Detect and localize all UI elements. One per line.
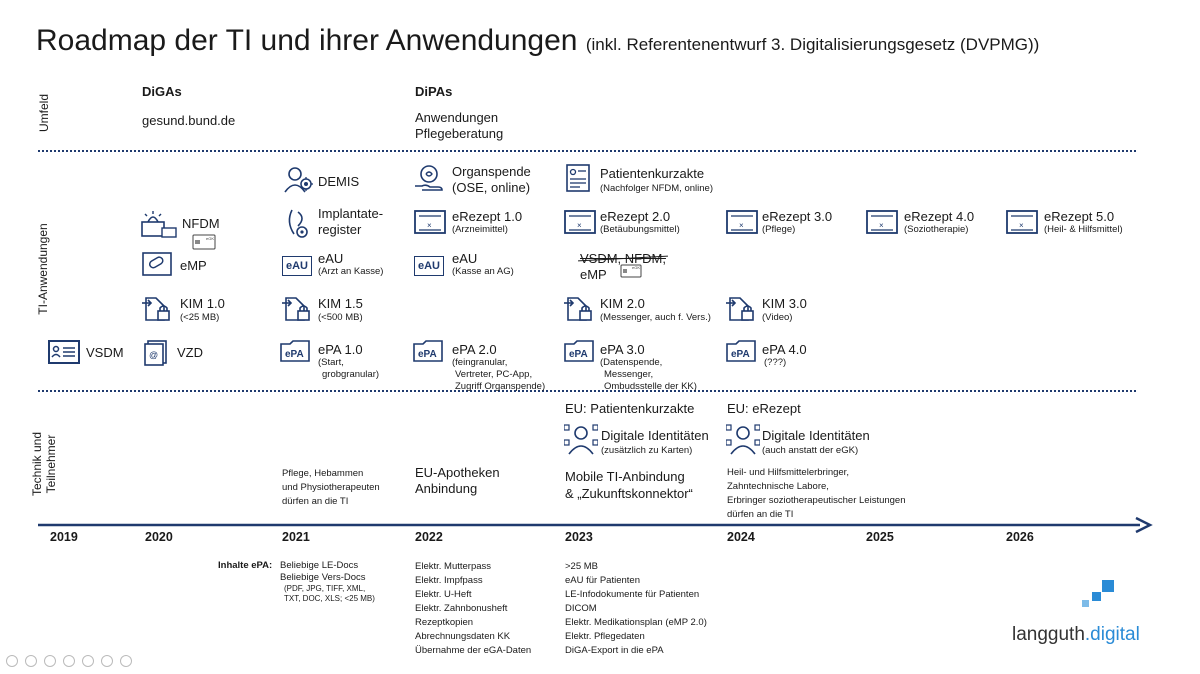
slide-controls (6, 655, 132, 667)
inhalte-2023-item: eAU für Patienten (565, 575, 640, 586)
year-2023: 2023 (565, 530, 593, 544)
erezept-20-icon (564, 210, 596, 234)
implant-register-icon (284, 208, 312, 240)
organ-donation-hand-icon (414, 164, 444, 194)
erezept-50-icon (1006, 210, 1038, 234)
separator-ti (38, 390, 1136, 392)
ti-pkakte-name: Patientenkurzakte (600, 166, 705, 181)
year-2025: 2025 (866, 530, 894, 544)
ti-epa20-note1: (feingranular, (452, 357, 508, 368)
technik-eu-erezept: EU: eRezept (727, 401, 801, 416)
digital-identity-icon (564, 422, 598, 456)
section-label-technik-line2: Teilnehmer (44, 434, 58, 494)
zoom-icon[interactable] (82, 655, 94, 667)
epa-40-folder-icon (726, 340, 756, 362)
ti-epa10-note1: (Start, (318, 357, 344, 368)
ti-emp: eMP (180, 258, 207, 273)
ti-vzd: VZD (177, 345, 203, 360)
eau-badge-icon-2: eAU (414, 256, 444, 276)
svg-text:×: × (1019, 221, 1024, 230)
vsdm-card-icon (48, 340, 80, 364)
egk-card-icon-2-label: eGK (632, 265, 641, 270)
ti-kim15-note: (<500 MB) (318, 312, 363, 323)
inhalte-2021-small: TXT, DOC, XLS; <25 MB) (284, 594, 375, 603)
epa-40-folder-label: ePA (731, 349, 750, 360)
logo-squares-icon (1074, 580, 1118, 614)
year-2026: 2026 (1006, 530, 1034, 544)
kim-15-icon (282, 294, 312, 322)
umfeld-digas-title: DiGAs (142, 84, 182, 99)
technik-di2023-note: (zusätzlich zu Karten) (601, 445, 693, 456)
ti-epa20-note3: Zugriff Organspende) (455, 381, 546, 392)
inhalte-2022-item: Rezeptkopien (415, 617, 474, 628)
subtitles-icon[interactable] (101, 655, 113, 667)
ti-kim30-note: (Video) (762, 312, 793, 323)
epa-10-folder-label: ePA (285, 349, 304, 360)
technik-eu-patientenkurzakte: EU: Patientenkurzakte (565, 401, 695, 416)
inhalte-2023-item: DICOM (565, 603, 597, 614)
inhalte-2022-item: Elektr. Zahnbonusheft (415, 603, 508, 614)
nfdm-emergency-icon (140, 210, 178, 238)
inhalte-2023-item: DiGA-Export in die ePA (565, 645, 664, 656)
ti-erezept40-note: (Soziotherapie) (904, 224, 969, 235)
inhalte-2021 (280, 560, 375, 604)
inhalte-2021-small: (PDF, JPG, TIFF, XML, (284, 584, 366, 593)
technik-2022-line2: Anbindung (415, 481, 478, 496)
technik-2021-line1: Pflege, Hebammen (282, 468, 364, 479)
ti-organspende-line2: (OSE, online) (452, 180, 531, 195)
inhalte-2021-item: Beliebige LE-Docs (280, 560, 359, 571)
emp-plan-icon (142, 252, 172, 276)
ti-eau1-name: eAU (318, 251, 344, 266)
svg-text:×: × (879, 221, 884, 230)
ti-eau2-name: eAU (452, 251, 478, 266)
inhalte-2023-item: >25 MB (565, 561, 599, 572)
ti-eau2-note: (Kasse an AG) (452, 266, 514, 277)
ti-nfdm: NFDM (182, 216, 220, 231)
ti-kim15-name: KIM 1.5 (318, 296, 363, 311)
ti-erezept30-name: eRezept 3.0 (762, 209, 833, 224)
umfeld-dipas-sub1: Anwendungen (415, 110, 499, 125)
prev-slide-icon[interactable] (6, 655, 18, 667)
ti-epa40-name: ePA 4.0 (762, 342, 807, 357)
epa-20-folder-icon (413, 340, 443, 362)
timeline-arrow (38, 515, 1158, 535)
inhalte-2023-item: Elektr. Pflegedaten (565, 631, 645, 642)
technik-2024-line4: dürfen an die TI (727, 509, 794, 520)
ti-epa10-name: ePA 1.0 (318, 342, 363, 357)
patient-summary-icon (566, 164, 590, 192)
inhalte-2023-item: Elektr. Medikationsplan (eMP 2.0) (565, 617, 707, 628)
ti-struck-line2: eMP (580, 267, 607, 282)
umfeld-dipas-title: DiPAs (415, 84, 453, 99)
year-2022: 2022 (415, 530, 443, 544)
logo-text (1012, 624, 1140, 646)
ti-implantat-line2: register (318, 222, 362, 237)
egk-card-icon (192, 234, 216, 250)
technik-2022-line1: EU-Apotheken (415, 465, 500, 480)
ti-struck-line1: VSDM, NFDM, (580, 251, 666, 266)
ti-vsdm: VSDM (86, 345, 124, 360)
technik-di2023-name: Digitale Identitäten (601, 428, 709, 443)
svg-text:×: × (577, 221, 582, 230)
svg-text:@: @ (149, 350, 159, 360)
egk-card-icon-2 (620, 264, 642, 278)
ti-erezept20-name: eRezept 2.0 (600, 209, 671, 224)
technik-mobile-line2: & „Zukunftskonnektor“ (565, 486, 693, 501)
inhalte-2022-item: Elektr. U-Heft (415, 589, 472, 600)
erezept-30-icon (726, 210, 758, 234)
umfeld-dipas-sub2: Pflegeberatung (415, 126, 504, 141)
digital-identity-icon-2 (726, 422, 760, 456)
kim-30-icon (726, 294, 756, 322)
ti-erezept40-name: eRezept 4.0 (904, 209, 975, 224)
ti-erezept50-name: eRezept 5.0 (1044, 209, 1115, 224)
title-main: Roadmap der TI und ihrer Anwendungen (36, 24, 578, 57)
epa-10-folder-icon (280, 340, 310, 362)
ti-epa30-note2: Messenger, (604, 369, 654, 380)
ti-kim30-name: KIM 3.0 (762, 296, 807, 311)
epa-30-folder-icon (564, 340, 594, 362)
technik-di2024-note: (auch anstatt der eGK) (762, 445, 859, 456)
ti-kim10-note: (<25 MB) (180, 312, 220, 323)
pen-icon[interactable] (44, 655, 56, 667)
ti-epa40-note: (???) (764, 357, 787, 368)
demis-virus-icon (282, 164, 314, 194)
page-title (36, 24, 1039, 58)
kim-10-icon (142, 294, 172, 322)
kim-20-icon (564, 294, 594, 322)
ti-epa10-note2: grobgranular) (322, 369, 380, 380)
ti-epa30-note1: (Datenspende, (600, 357, 663, 368)
technik-2021-line3: dürfen an die TI (282, 496, 349, 507)
next-slide-icon[interactable] (25, 655, 37, 667)
svg-text:×: × (739, 221, 744, 230)
ti-epa30-note3: Ombudsstelle der KK) (604, 381, 697, 392)
ti-kim20-note: (Messenger, auch f. Vers.) (600, 312, 711, 323)
ti-erezept10-name: eRezept 1.0 (452, 209, 523, 224)
ti-implantat-line1: Implantate- (318, 206, 384, 221)
inhalte-label: Inhalte ePA: (218, 560, 273, 571)
year-2019: 2019 (50, 530, 78, 544)
ti-erezept30-note: (Pflege) (762, 224, 796, 235)
ti-epa30-name: ePA 3.0 (600, 342, 645, 357)
ti-epa20-note2: Vertreter, PC-App, (455, 369, 533, 380)
ti-erezept20-note: (Betäubungsmittel) (600, 224, 680, 235)
title-subtitle: (inkl. Referentenentwurf 3. Digitalisierungsgesetz (DVPMG)) (585, 35, 1040, 54)
epa-30-folder-label: ePA (569, 349, 588, 360)
technik-2024-line3: Erbringer soziotherapeutischer Leistungen (727, 495, 906, 506)
ti-erezept10-note: (Arzneimittel) (452, 224, 508, 235)
logo-text-part2: .digital (1084, 624, 1140, 645)
ti-organspende-line1: Organspende (452, 164, 531, 179)
eau-badge-icon: eAU (282, 256, 312, 276)
epa-20-folder-label: ePA (418, 349, 437, 360)
inhalte-2021-item: Beliebige Vers-Docs (280, 572, 366, 583)
ti-pkakte-note: (Nachfolger NFDM, online) (600, 183, 713, 194)
vzd-directory-icon (144, 340, 168, 366)
ti-erezept50-note: (Heil- & Hilfsmittel) (1044, 224, 1123, 235)
technik-di2024-name: Digitale Identitäten (762, 428, 870, 443)
egk-card-icon-label: eGK (206, 236, 215, 241)
technik-2021-line2: und Physiotherapeuten (282, 482, 380, 493)
ti-demis: DEMIS (318, 174, 360, 189)
umfeld-digas-sub: gesund.bund.de (142, 113, 236, 128)
inhalte-2022-item: Übernahme der eGA-Daten (415, 645, 532, 656)
year-2024: 2024 (727, 530, 755, 544)
slides-overview-icon[interactable] (63, 655, 75, 667)
logo-text-part1: langguth (1012, 624, 1085, 645)
technik-mobile-line1: Mobile TI-Anbindung (565, 469, 685, 484)
inhalte-2023-item: LE-Infodokumente für Patienten (565, 589, 700, 600)
inhalte-2022-item: Elektr. Mutterpass (415, 561, 492, 572)
section-label-technik-line1: Technik und (30, 431, 44, 497)
ti-kim20-name: KIM 2.0 (600, 296, 645, 311)
erezept-10-icon (414, 210, 446, 234)
year-2020: 2020 (145, 530, 173, 544)
section-label-technik (30, 424, 58, 504)
inhalte-2023 (565, 560, 707, 658)
inhalte-2022-item: Elektr. Impfpass (415, 575, 483, 586)
technik-2024-line2: Zahntechnische Labore, (727, 481, 829, 492)
section-label-umfeld: Umfeld (37, 94, 51, 133)
section-label-ti: TI-Anwendungen (36, 223, 50, 315)
more-options-icon[interactable] (120, 655, 132, 667)
inhalte-2022 (415, 560, 531, 658)
separator-umfeld (38, 150, 1136, 152)
ti-kim10-name: KIM 1.0 (180, 296, 225, 311)
ti-eau1-note: (Arzt an Kasse) (318, 266, 384, 277)
year-2021: 2021 (282, 530, 310, 544)
technik-2024-line1: Heil- und Hilfsmittelerbringer, (727, 467, 849, 478)
ti-epa20-name: ePA 2.0 (452, 342, 497, 357)
svg-text:×: × (427, 221, 432, 230)
inhalte-2022-item: Abrechnungsdaten KK (415, 631, 511, 642)
erezept-40-icon (866, 210, 898, 234)
